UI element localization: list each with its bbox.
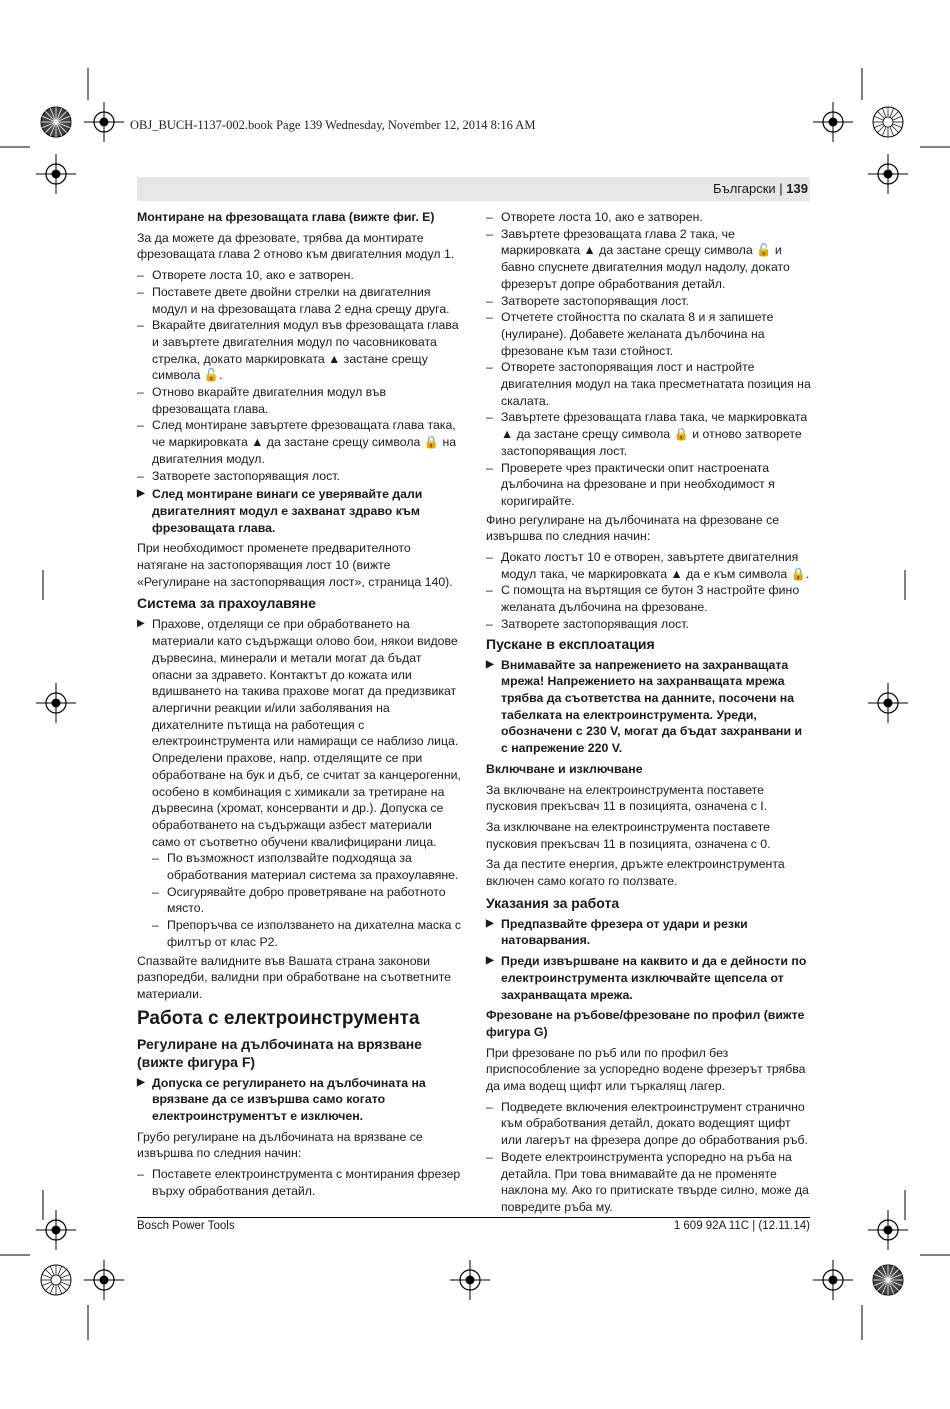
paragraph: При необходимост променете предварителното натягане на застопоряващия лост 10 (вижте «Регулиране на застопоряващия лост», страница 140).: [137, 541, 453, 589]
step-list: [486, 209, 811, 510]
list-item: – Отворете застопоряващия лост и настройте двигателния модул на така пресметнатата позиция на скалата.: [486, 359, 811, 409]
list-item: – Завъртете фрезоващата глава така, че маркировката ▲ да застане срещу символа 🔒 и отново затворете застопоряващия лост.: [486, 409, 811, 459]
safety-note: ▶ Допуска се регулирането на дълбочината на врязване да се извършва само когато електроинструментът е изключен.: [137, 1075, 462, 1125]
list-item: – Поставете електроинструмента с монтирания фрезер върху обработвания детайл.: [137, 1166, 462, 1199]
heading-edge-routing: Фрезоване на ръбове/фрезоване по профил (вижте фигура G): [486, 1008, 805, 1039]
step-list: [486, 1099, 811, 1216]
list-item: – Подведете включения електроинструмент странично към обработвания детайл, докато водещият щифт или лагерът на фрезера допре до обработвания ръб.: [486, 1099, 811, 1149]
running-header-bar: [137, 177, 810, 201]
paragraph: За изключване на електроинструмента поставете пусковия прекъсвач 11 в позицията, означена с 0.: [486, 819, 771, 851]
list-item: – Отново вкарайте двигателния модул във фрезоващата глава.: [137, 384, 462, 417]
list-item: – Затворете застопоряващия лост.: [137, 468, 462, 485]
paragraph: За да можете да фрезовате, трябва да монтирате фрезоващата глава 2 отново към двигателния модул 1.: [137, 230, 455, 262]
list-item: – Отворете лоста 10, ако е затворен.: [486, 209, 811, 226]
safety-note: ▶ След монтиране винаги се уверявайте дали двигателният модул е захванат здраво към фрезоващата глава.: [137, 486, 462, 536]
safety-note: ▶ Предпазвайте фрезера от удари и резки натоварвания.: [486, 916, 811, 949]
heading-mount-head: Монтиране на фрезоващата глава (вижте фиг. E): [137, 210, 435, 224]
list-item: – Затворете застопоряващия лост.: [486, 616, 811, 633]
header-separator: |: [779, 181, 783, 196]
step-list: [152, 850, 462, 950]
print-slug: OBJ_BUCH-1137-002.book Page 139 Wednesday, November 12, 2014 8:16 AM: [130, 118, 536, 132]
list-item: – Водете електроинструмента успоредно на ръба на детайла. При това внимавайте да не променяте наклона му. Ако го притискате твърде силно, може да повредите ръба му.: [486, 1149, 811, 1216]
list-item: – Проверете чрез практически опит настроената дълбочина на фрезоване и при необходимост я коригирайте.: [486, 460, 811, 510]
header-language: Български: [713, 181, 776, 196]
list-item: – Завъртете фрезоващата глава 2 така, че маркировката ▲ да застане срещу символа 🔓 и бавно спуснете двигателния модул надолу, докато фрезерът допре обработвания детайл.: [486, 226, 811, 293]
paragraph: За включване на електроинструмента поставете пусковия прекъсвач 11 в позицията, означена с I.: [486, 782, 768, 814]
list-item: – Отворете лоста 10, ако е затворен.: [137, 267, 462, 284]
list-item: – С помощта на въртящия се бутон 3 настройте фино желаната дълбочина на фрезоване.: [486, 582, 811, 615]
paragraph: Грубо регулиране на дълбочината на врязване се извършва по следния начин:: [137, 1129, 423, 1161]
paragraph: Фино регулиране на дълбочината на фрезоване се извършва по следния начин:: [486, 512, 780, 544]
paragraph: При фрезоване по ръб или по профил без приспособление за успоредно водене фрезерът трябва да има водещ щифт или търкалящ лагер.: [486, 1045, 806, 1094]
page-number: 139: [786, 181, 808, 196]
step-list: [137, 1166, 462, 1199]
heading-operation: Работа с електроинструмента: [137, 1007, 420, 1029]
list-item: – Препоръчва се използването на дихателна маска с филтър от клас P2.: [152, 917, 462, 950]
safety-note: ▶ Прахове, отделящи се при обработването на материали като съдържащи олово бои, някои видове дървесина, минерали и метали могат да бъдат опасни за здравето. Контактът до кожата или вдишването на такива прахове могат да предизвикат алергични реакции и/или заболявания на дихателните пътища на работещия с електроинструмента или намиращи се наблизо лица. Определени прахове, напр. отделящите се при обработване на бук и дъб, се считат за канцерогенни, особено в комбинация с химикали за третиране на дървесина (хромат, консерванти и др.). Допуска се обработването на съдържащи азбест материали само от съответно обучени квалифицирани лица.: [137, 616, 462, 850]
list-item: – Затворете застопоряващия лост.: [486, 293, 811, 310]
list-item: – След монтиране завъртете фрезоващата глава така, че маркировката ▲ да застане срещу символа 🔒 на двигателния модул.: [137, 417, 462, 467]
step-list: [137, 267, 462, 484]
footer-brand: Bosch Power Tools: [137, 1220, 235, 1232]
list-item: – Докато лостът 10 е отворен, завъртете двигателния модул така, че маркировката ▲ да е към символа 🔒.: [486, 549, 811, 582]
list-item: – Вкарайте двигателния модул във фрезоващата глава и завъртете двигателния модул по часовниковата стрелка, докато маркировката ▲ застане срещу символа 🔓.: [137, 317, 462, 384]
heading-depth-adjust: Регулиране на дълбочината на врязване (вижте фигура F): [137, 1035, 422, 1070]
list-item: – Поставете двете двойни стрелки на двигателния модул и на фрезоващата глава 2 една срещу друга.: [137, 284, 462, 317]
running-header: [713, 181, 808, 196]
heading-on-off: Включване и изключване: [486, 761, 643, 776]
safety-note: ▶ Преди извършване на каквито и да е дейности по електроинструмента изключвайте щепсела от захранващата мрежа.: [486, 953, 811, 1003]
right-column: [486, 209, 811, 1218]
list-item: – По възможност използвайте подходяща за обработвания материал система за прахоулавяне.: [152, 850, 462, 883]
footer-doc-number: 1 609 92A 11C | (12.11.14): [673, 1220, 810, 1232]
footer-rule: [137, 1217, 810, 1218]
paragraph: Спазвайте валидните във Вашата страна законови разпоредби, валидни при обработване на съответните материали.: [137, 953, 451, 1001]
paragraph: За да пестите енергия, дръжте електроинструмента включен само когато го ползвате.: [486, 857, 785, 889]
heading-working-advice: Указания за работа: [486, 894, 620, 911]
step-list: [486, 549, 811, 633]
safety-note: ▶ Внимавайте за напрежението на захранващата мрежа! Напрежението на захранващата мрежа трябва да съответства на данните, посочени на табелката на електроинструмента. Уреди, обозначени с 230 V, могат да бъдат захранвани и с напрежение 220 V.: [486, 657, 811, 757]
list-item: – Отчетете стойността по скалата 8 и я запишете (нулиране). Добавете желаната дълбочина на фрезоване към тази стойност.: [486, 309, 811, 359]
heading-startup: Пускане в експлоатация: [486, 635, 655, 652]
list-item: – Осигурявайте добро проветряване на работното място.: [152, 884, 462, 917]
left-column: [137, 209, 462, 1202]
heading-dust-extraction: Система за прахоулавяне: [137, 595, 316, 612]
